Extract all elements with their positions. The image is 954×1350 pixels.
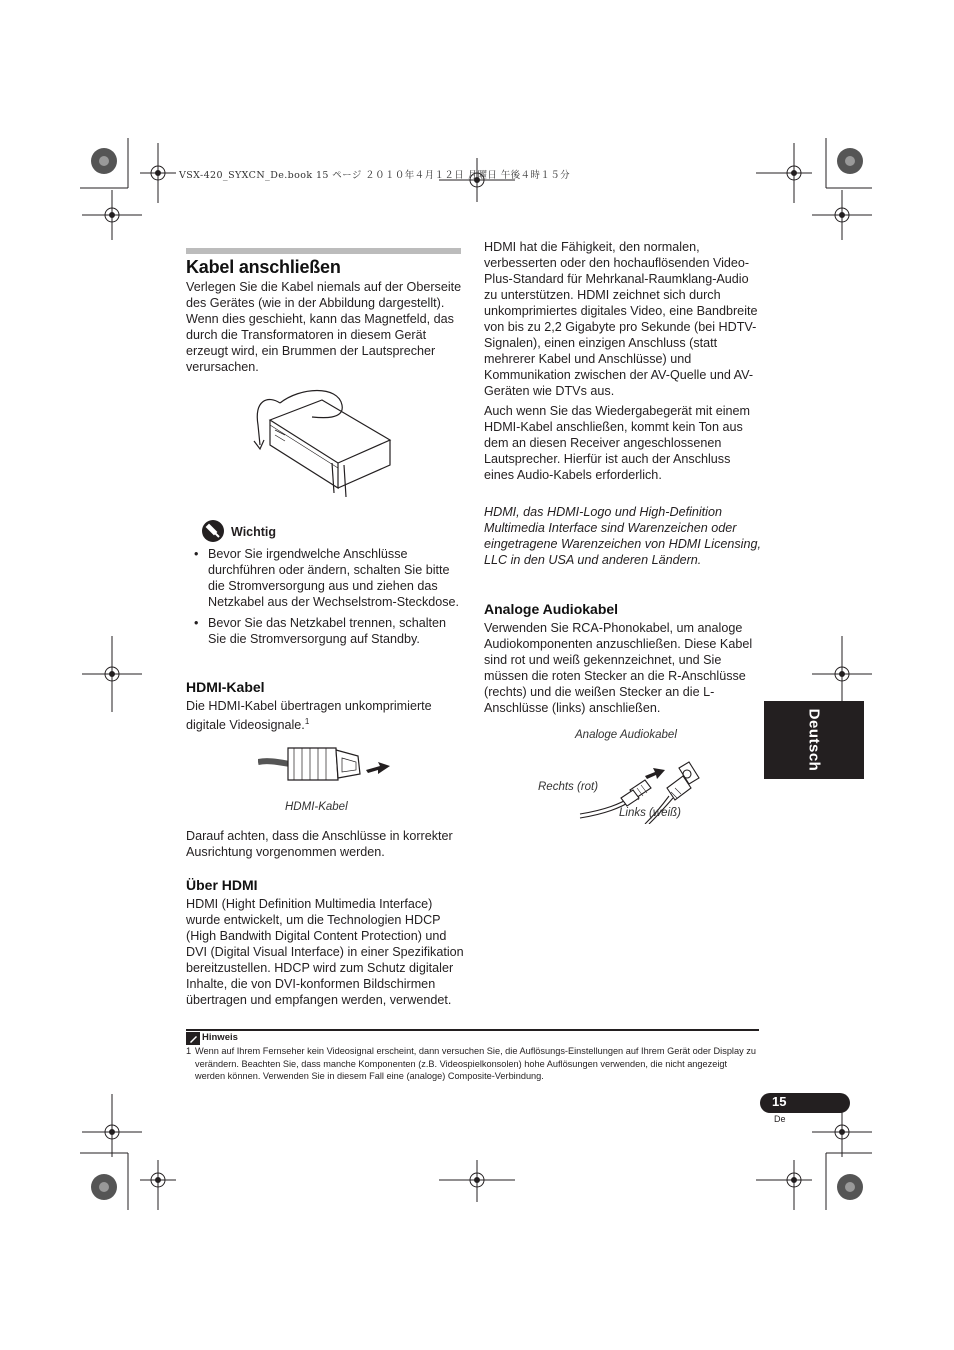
hdmi-note: Darauf achten, dass die Anschlüsse in korrekter Ausrichtung vorgenommen werden. xyxy=(186,829,453,859)
about-hdmi-heading: Über HDMI xyxy=(186,877,258,893)
left-white-label: Links (weiß) xyxy=(619,807,681,819)
analog-text: Verwenden Sie RCA-Phonokabel, um analoge Audiokomponenten anzuschließen. Diese Kabel sind rot und weiß gekennzeichnet, und Sie müssen die roten Stecker an die R-Anschlüsse (rechts) und die weißen Stecker an die L-Anschlüsse (links) anschließen. xyxy=(484,621,753,715)
language-tab xyxy=(764,701,864,779)
hdmi-text xyxy=(186,698,464,733)
list-item: • Bevor Sie irgendwelche Anschlüsse durchführen oder ändern, schalten Sie bitte die Stromversorgung aus und ziehen das Netzkabel aus der Wechselstrom-Steckdose. xyxy=(186,546,464,610)
important-icon xyxy=(201,519,225,543)
page-title: Kabel anschließen xyxy=(186,257,341,277)
hdmi-audio-text: Auch wenn Sie das Wiedergabegerät mit einem HDMI-Kabel anschließen, kommt kein Ton aus dem an diesen Receiver angeschlossenen Lautsprecher. Hierfür ist auch der Anschluss eines Audio-Kabels erforderlich. xyxy=(484,404,751,482)
trademark-text: HDMI, das HDMI-Logo und High-Definition Multimedia Interface sind Warenzeichen oder eingetragene Warenzeichen von HDMI Licensing, LLC in den USA und anderen Ländern. xyxy=(484,505,761,567)
language-tab-label: Deutsch xyxy=(805,708,823,772)
intro-text: Verlegen Sie die Kabel niemals auf der Oberseite des Gerätes (wie in der Abbildung dargestellt). Wenn dies geschieht, kann das Magnetfeld, das durch die Transformatoren in diesem Gerät erzeugt wird, ein Brummen der Lautsprecher verursachen. xyxy=(186,280,462,374)
list-item: • Bevor Sie das Netzkabel trennen, schalten Sie die Stromversorgung auf Standby. xyxy=(186,615,464,647)
analog-caption: Analoge Audiokabel xyxy=(575,729,677,741)
right-red-label: Rechts (rot) xyxy=(538,781,599,793)
hdmi-heading: HDMI-Kabel xyxy=(186,679,265,695)
page-number-badge xyxy=(760,1093,850,1113)
about-hdmi-text: HDMI (Hight Definition Multimedia Interface) wurde entwickelt, um die Technologien HDCP (High Bandwith Digital Content Protection) und DVI (Digital Visual Interface) in einer Spezifikation bereitzustellen. HDCP wird zum Schutz digitaler Inhalte, die von DVI-konformen Bildschirmen übertragen und empfangen werden, verwendet. xyxy=(186,897,464,1007)
section-bar xyxy=(186,248,461,254)
print-header: VSX-420_SYXCN_De.book 15 ページ ２０１０年４月１２日 月曜日 午後４時１５分 xyxy=(179,170,571,181)
footnote-number: 1 xyxy=(186,1046,192,1056)
receiver-illustration xyxy=(250,385,395,497)
analog-heading: Analoge Audiokabel xyxy=(484,601,619,617)
important-list xyxy=(186,546,464,652)
footnote-rule xyxy=(186,1029,759,1031)
page-number: 15 xyxy=(772,1094,787,1109)
hdmi-cable-illustration xyxy=(258,740,393,790)
page-language: De xyxy=(774,1114,786,1124)
hdmi-features-text: HDMI hat die Fähigkeit, den normalen, verbesserten oder den hochauflösenden Video-Plus-Standard für Mehrkanal-Raumklang-Audio zu unterstützen. HDMI zeichnet sich durch unkomprimiertes digitales Video, eine Bandbreite von bis zu 2,2 Gigabyte pro Sekunde (bei HDTV-Signalen), einen einzigen Anschluss (statt mehrerer Kabel und Anschlüsse) und Kommunikation zwischen der AV-Quelle und AV-Geräten wie DTVs aus. xyxy=(484,240,758,398)
footnote-ref: 1 xyxy=(304,717,310,726)
note-icon xyxy=(186,1032,200,1045)
note-label: Hinweis xyxy=(202,1032,238,1043)
hdmi-caption: HDMI-Kabel xyxy=(285,801,348,813)
footnote-text: Wenn auf Ihrem Fernseher kein Videosignal erscheint, dann versuchen Sie, die Auflösungs-Einstellungen auf Ihrem Gerät oder Display zu verändern. Beachten Sie, dass manche Komponenten (z.B. Videospielkonsolen) hohe Auflösungen verwenden, die nicht angezeigt werden können. Verwenden Sie in diesem Fall eine (analoge) Composite-Verbindung. xyxy=(195,1046,756,1081)
important-label: Wichtig xyxy=(231,525,277,539)
hdmi-text-body: Die HDMI-Kabel übertragen unkomprimierte digitale Videosignale. xyxy=(186,699,432,733)
